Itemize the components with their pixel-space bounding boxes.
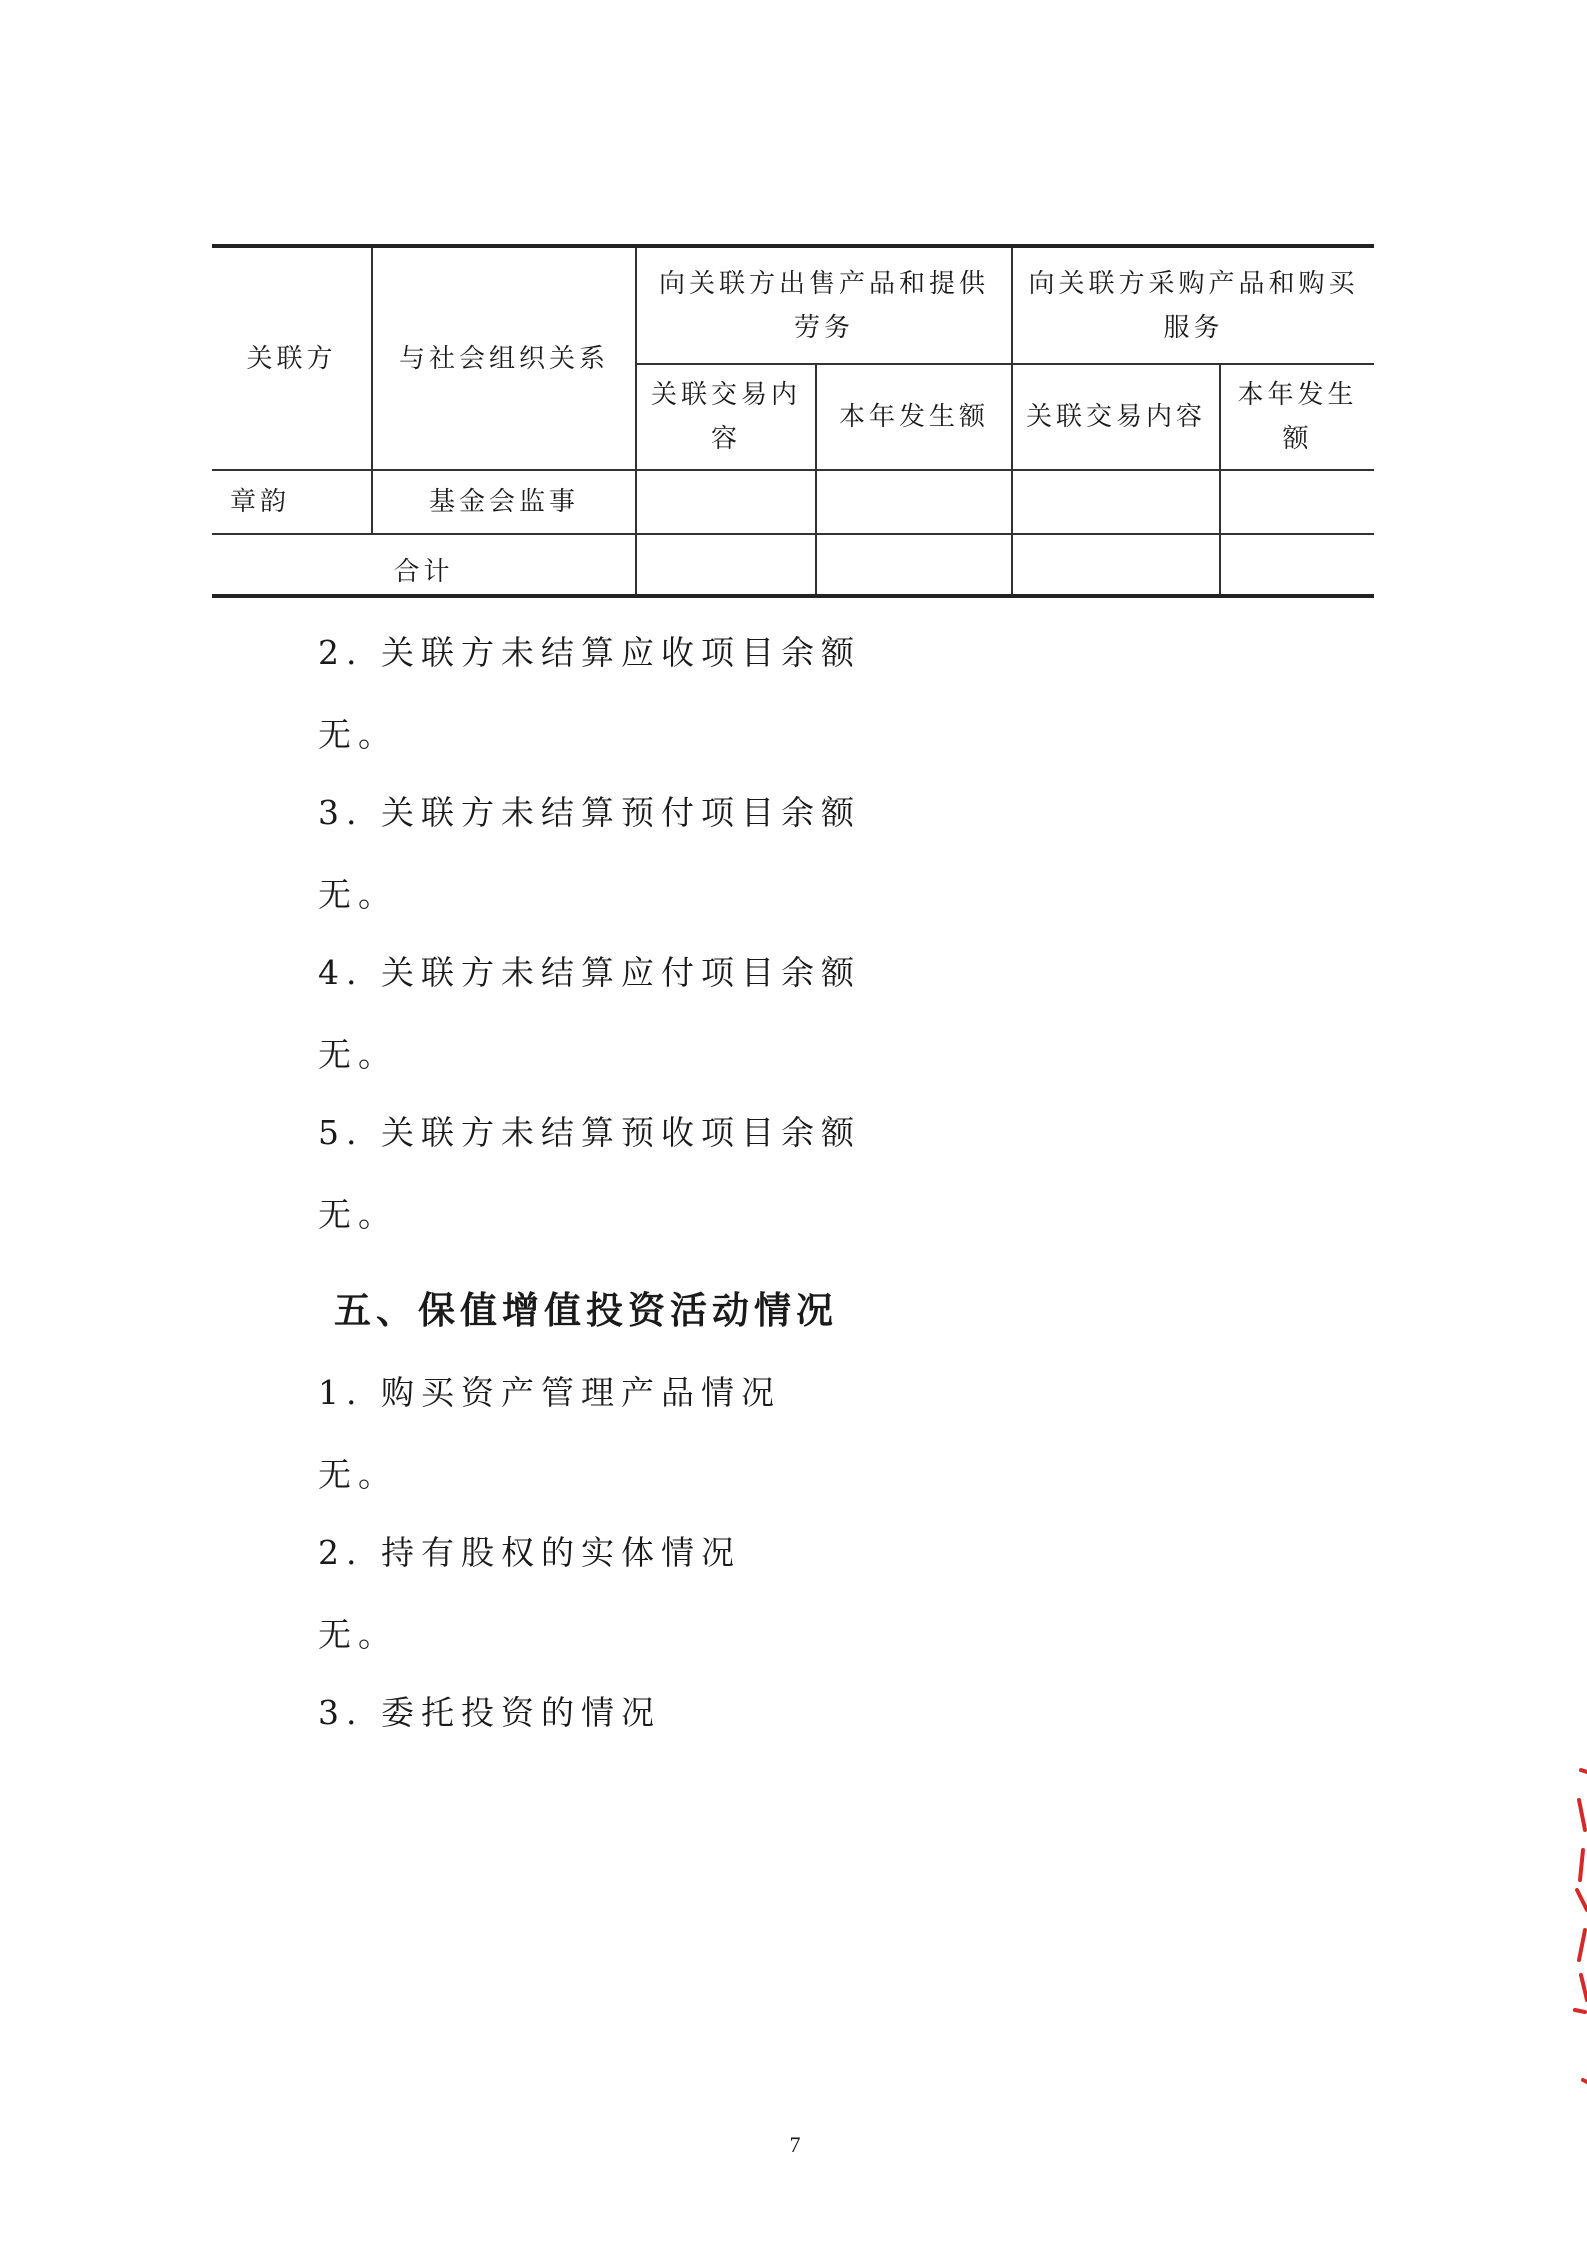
header-purchase-group: 向关联方采购产品和购买服务: [1012, 246, 1374, 364]
item-equity-holdings-title: 2. 持有股权的实体情况: [318, 1533, 741, 1572]
table-total-row: [212, 534, 1374, 596]
total-sales-content: [636, 534, 816, 596]
item-receivable-title: 2. 关联方未结算应收项目余额: [318, 633, 861, 672]
item-entrusted-investment-title: 3. 委托投资的情况: [318, 1693, 661, 1732]
section-heading: 五、保值增值投资活动情况: [334, 1288, 838, 1332]
cell-purchase-amount: [1220, 470, 1374, 534]
red-seal-fragment: [1571, 1760, 1587, 2090]
item-receivable-answer: 无。: [318, 715, 398, 754]
total-purchase-content: [1012, 534, 1220, 596]
total-label: 合计: [212, 534, 636, 596]
total-sales-amount: [816, 534, 1012, 596]
cell-sales-amount: [816, 470, 1012, 534]
header-relation: 与社会组织关系: [372, 246, 636, 470]
header-related-party: 关联方: [212, 246, 372, 470]
header-purchase-content: 关联交易内容: [1012, 364, 1220, 470]
cell-relation: 基金会监事: [372, 470, 636, 534]
item-asset-management-title: 1. 购买资产管理产品情况: [318, 1373, 781, 1412]
header-sales-group: 向关联方出售产品和提供劳务: [636, 246, 1012, 364]
total-purchase-amount: [1220, 534, 1374, 596]
item-equity-holdings-answer: 无。: [318, 1615, 398, 1654]
header-sales-amount: 本年发生额: [816, 364, 1012, 470]
item-prepaid-answer: 无。: [318, 875, 398, 914]
table-row: [212, 470, 1374, 534]
item-payable-answer: 无。: [318, 1035, 398, 1074]
item-advance-received-title: 5. 关联方未结算预收项目余额: [318, 1113, 861, 1152]
item-asset-management-answer: 无。: [318, 1455, 398, 1494]
cell-sales-content: [636, 470, 816, 534]
item-advance-received-answer: 无。: [318, 1195, 398, 1234]
related-party-transactions-table: [212, 244, 1374, 598]
cell-related-party: 章韵: [212, 470, 372, 534]
item-prepaid-title: 3. 关联方未结算预付项目余额: [318, 793, 861, 832]
cell-purchase-content: [1012, 470, 1220, 534]
page-number: 7: [789, 2132, 801, 2157]
item-payable-title: 4. 关联方未结算应付项目余额: [318, 953, 861, 992]
header-sales-content: 关联交易内容: [636, 364, 816, 470]
header-purchase-amount: 本年发生额: [1220, 364, 1374, 470]
table-header-row: [212, 246, 1374, 364]
